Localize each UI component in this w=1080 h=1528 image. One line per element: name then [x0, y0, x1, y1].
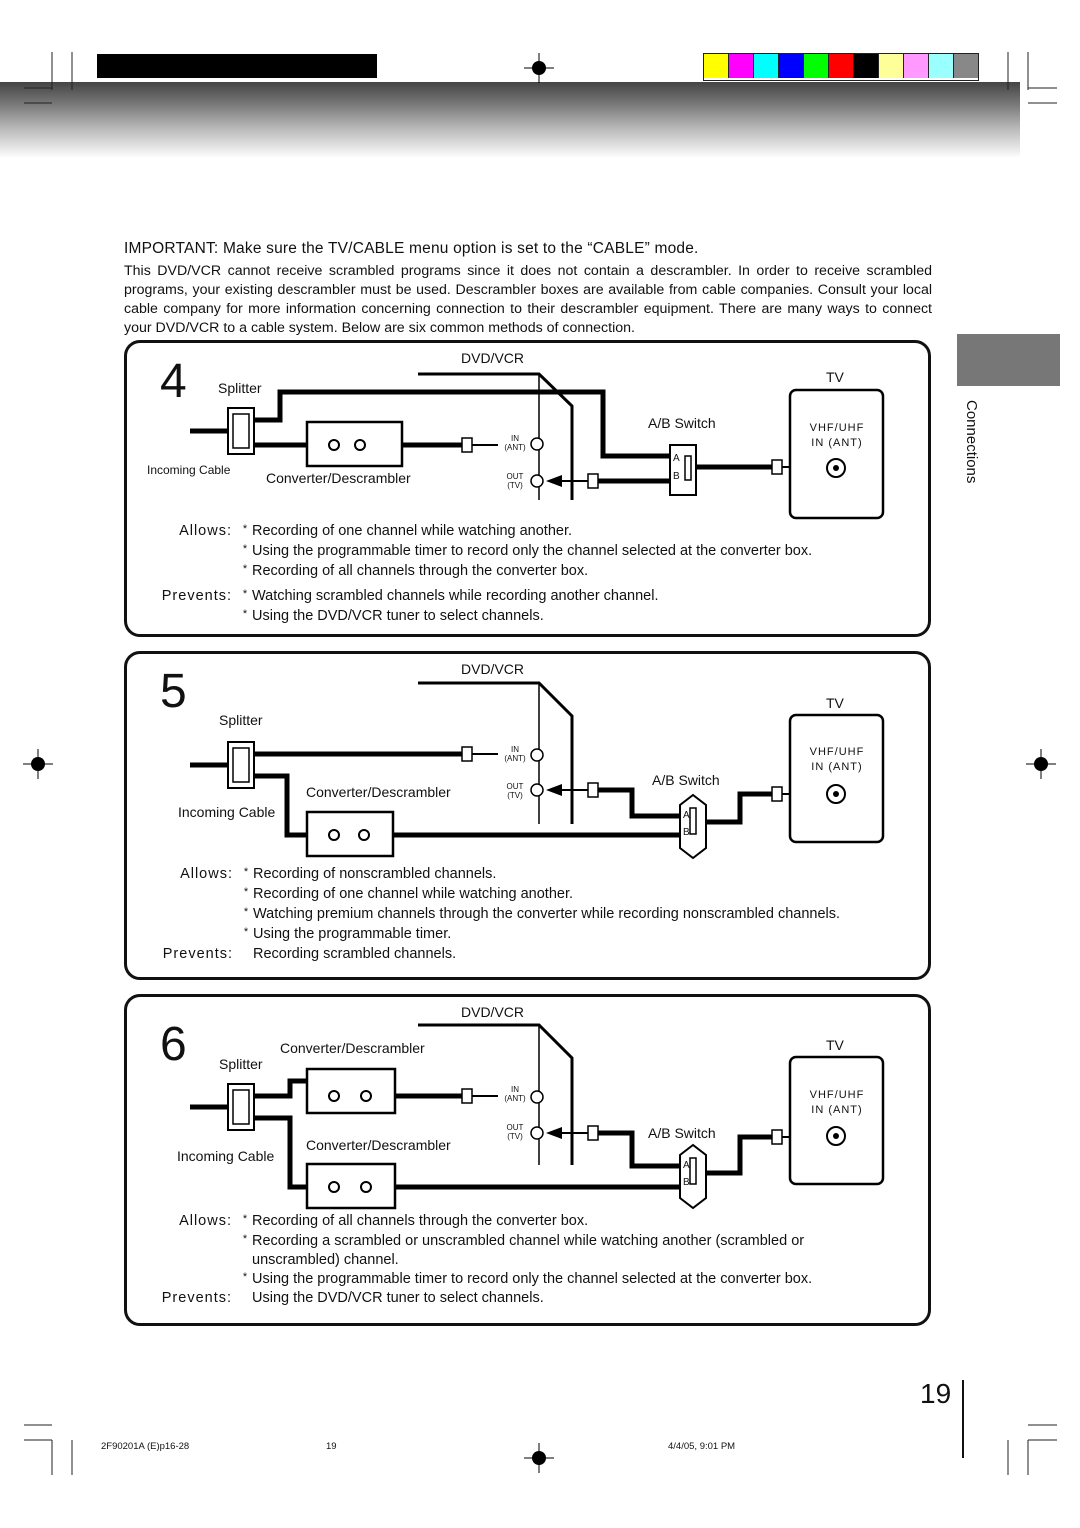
allows-row: * Recording of all channels through the converter box. [242, 563, 589, 579]
in-jack-label: IN (ANT) [504, 745, 526, 763]
switch-a-label: A [683, 810, 690, 821]
incoming-cable-label: Incoming Cable [178, 804, 276, 820]
incoming-cable-label: Incoming Cable [177, 1148, 275, 1164]
ab-switch-label: A/B Switch [652, 772, 720, 788]
dvdvcr-label: DVD/VCR [461, 350, 525, 366]
prevents-row: Prevents: Recording scrambled channels. [162, 946, 457, 962]
in-jack-label: IN (ANT) [504, 1085, 526, 1103]
switch-a-label: A [683, 1160, 690, 1171]
allows-row: * Recording a scrambled or unscrambled channel while watching another (scrambled or [242, 1233, 805, 1249]
allows-row: Allows: * Recording of all channels through the converter box. [179, 1213, 589, 1229]
tv-input-label: VHF/UHF IN (ANT) [809, 746, 865, 773]
panel-number: 6 [160, 1018, 187, 1071]
tv-label: TV [826, 1037, 844, 1053]
page-number-rule [962, 1380, 964, 1458]
out-jack-label: OUT (TV) [506, 1123, 524, 1141]
converter-label-top: Converter/Descrambler [280, 1040, 425, 1056]
out-jack-label: OUT (TV) [506, 472, 524, 490]
intro-paragraph: This DVD/VCR cannot receive scrambled programs since it does not contain a descrambler. In order to receive scrambled programs, your existing descrambler must be used. Descrambler boxes are available from cable companies. Consult your local cable company for more information concerning connection to their descrambler equipment. There are many ways to connect your DVD/VCR to a cable system. Below are six common methods of connection. [124, 263, 932, 336]
footer-file-id: 2F90201A (E)p16-28 [101, 1441, 190, 1452]
tv-label: TV [826, 695, 844, 711]
tv-input-label: VHF/UHF IN (ANT) [809, 422, 865, 449]
tv-label: TV [826, 369, 844, 385]
splitter-label: Splitter [218, 380, 262, 396]
out-jack-label: OUT (TV) [506, 782, 524, 800]
footer-timestamp: 4/4/05, 9:01 PM [668, 1441, 736, 1452]
switch-b-label: B [673, 471, 680, 482]
ab-switch-label: A/B Switch [648, 1125, 716, 1141]
allows-row: * Using the programmable timer. [243, 926, 452, 942]
footer-page: 19 [326, 1441, 337, 1452]
allows-row: unscrambled) channel. [252, 1252, 399, 1268]
dvdvcr-label: DVD/VCR [461, 661, 525, 677]
allows-row: * Watching premium channels through the converter while recording nonscrambled channels. [243, 906, 841, 922]
converter-label: Converter/Descrambler [306, 784, 451, 800]
section-tab-label: Connections [963, 400, 980, 484]
important-note: IMPORTANT: Make sure the TV/CABLE menu option is set to the “CABLE” mode. [124, 240, 699, 257]
converter-label: Converter/Descrambler [266, 470, 411, 486]
splitter-label: Splitter [219, 712, 263, 728]
dvdvcr-label: DVD/VCR [461, 1004, 525, 1020]
switch-b-label: B [683, 1177, 690, 1188]
switch-b-label: B [683, 827, 690, 838]
panel-number: 4 [160, 355, 187, 408]
allows-row: Allows: * Recording of one channel while watching another. [179, 523, 573, 539]
allows-row: Allows: * Recording of nonscrambled channels. [180, 866, 497, 882]
switch-a-label: A [673, 453, 680, 464]
prevents-row: Prevents: * Watching scrambled channels while recording another channel. [161, 588, 659, 604]
tv-input-label: VHF/UHF IN (ANT) [809, 1089, 865, 1116]
in-jack-label: IN (ANT) [504, 434, 526, 452]
prevents-row: * Using the DVD/VCR tuner to select channels. [242, 608, 544, 624]
converter-label-bottom: Converter/Descrambler [306, 1137, 451, 1153]
allows-row: * Using the programmable timer to record only the channel selected at the converter box. [242, 543, 813, 559]
allows-row: * Using the programmable timer to record only the channel selected at the converter box. [242, 1271, 813, 1287]
incoming-cable-label: Incoming Cable [147, 463, 231, 477]
page-number: 19 [920, 1378, 952, 1409]
splitter-label: Splitter [219, 1056, 263, 1072]
panel-number: 5 [160, 665, 187, 718]
allows-row: * Recording of one channel while watching another. [243, 886, 574, 902]
ab-switch-label: A/B Switch [648, 415, 716, 431]
prevents-row: Prevents: Using the DVD/VCR tuner to select channels. [161, 1290, 544, 1306]
